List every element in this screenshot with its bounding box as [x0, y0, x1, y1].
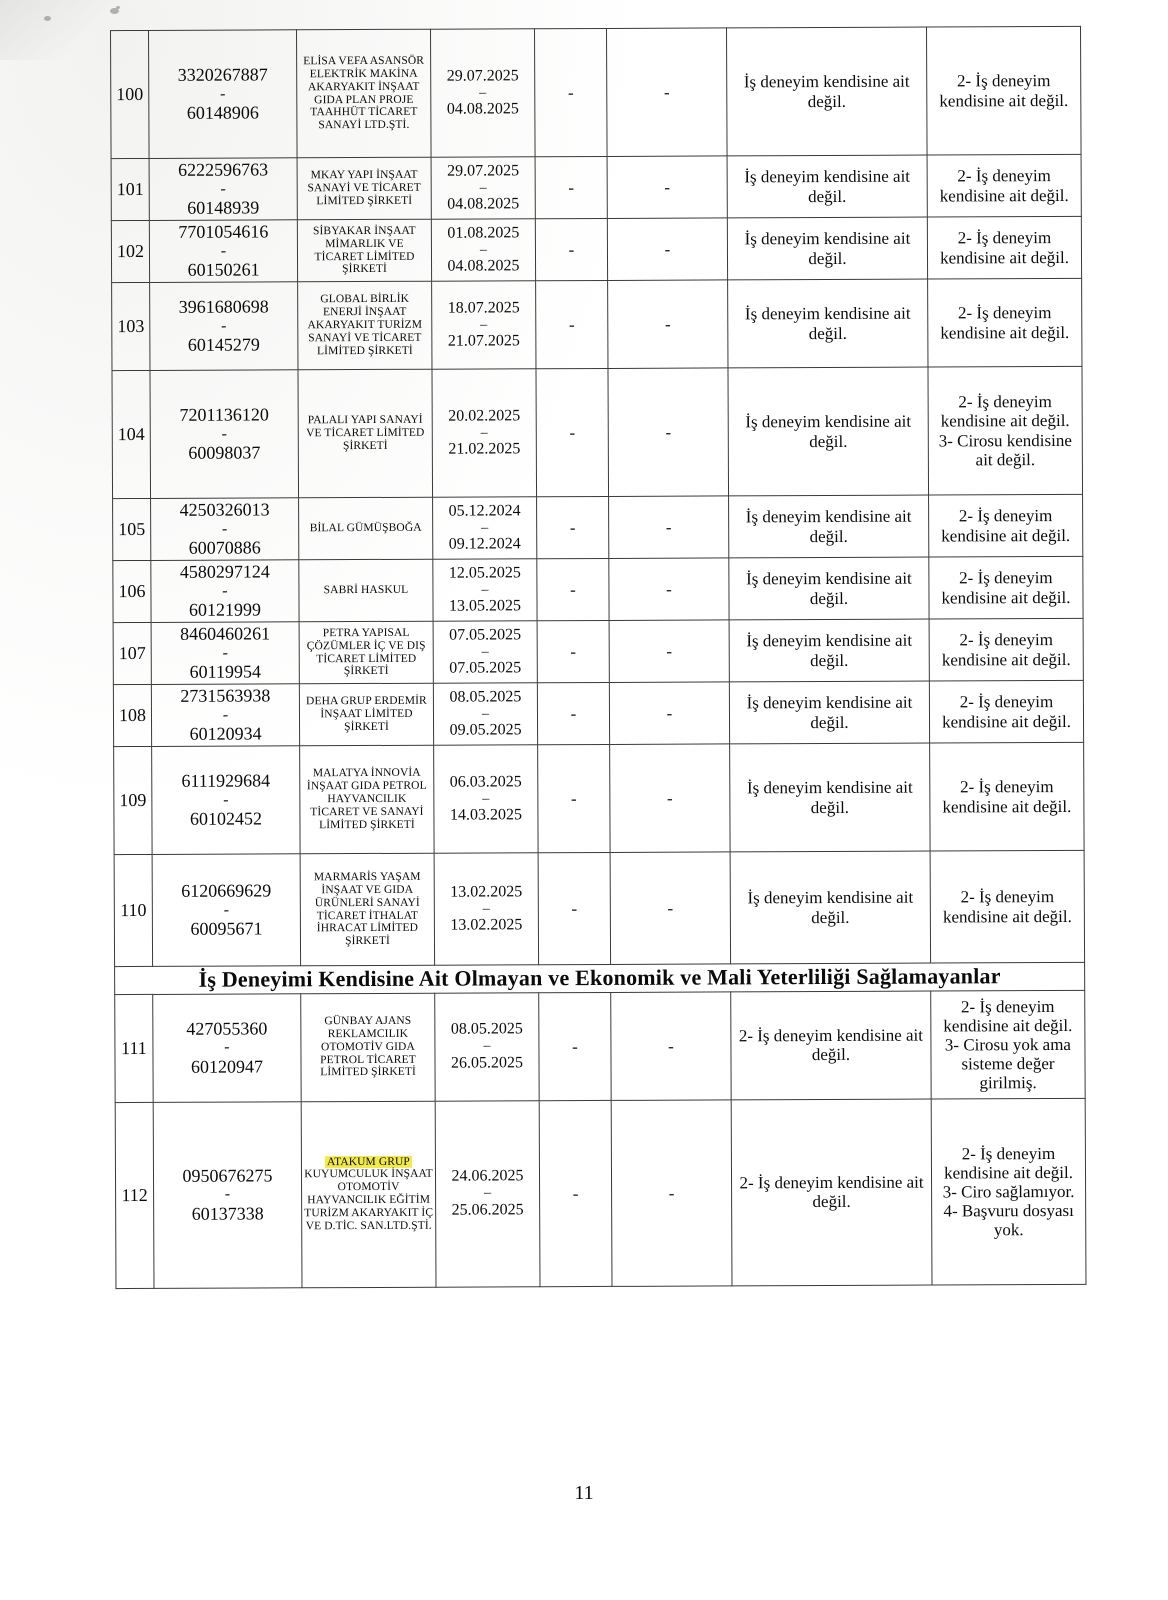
company-name — [300, 745, 434, 854]
date-start: 05.12.2024 — [448, 502, 521, 520]
column-six-value: - — [610, 744, 730, 853]
applicant-id — [149, 220, 297, 283]
date-separator: – — [479, 180, 487, 196]
date-end: 26.05.2025 — [450, 1054, 524, 1072]
column-six-value: - — [607, 156, 727, 219]
reason-line: 2- İş deneyim kendisine ait değil. — [940, 228, 1069, 267]
reason-line: 2- İş deneyim kendisine ait değil. — [940, 303, 1070, 342]
date-end: 04.08.2025 — [447, 195, 520, 213]
section-heading-row — [115, 962, 1085, 994]
company-name-text: MKAY YAPI İNŞAAT SANAYİ VE TİCARET LİMİTED ŞİRKETİ — [307, 168, 421, 208]
applicant-id — [153, 1101, 302, 1288]
company-name — [299, 683, 433, 746]
company-name — [297, 157, 431, 220]
reason-secondary — [928, 278, 1082, 367]
date-range — [433, 559, 537, 621]
row-number: 105 — [113, 498, 151, 560]
column-five-value: - — [538, 852, 610, 964]
table-body-top — [111, 26, 1085, 966]
column-five-value: - — [539, 992, 611, 1100]
date-start: 29.07.2025 — [447, 162, 520, 180]
table-row — [113, 680, 1083, 746]
reason-secondary — [931, 1098, 1086, 1285]
date-start: 08.05.2025 — [449, 688, 522, 706]
id-bottom: 60095671 — [190, 918, 263, 940]
id-bottom: 60070886 — [188, 537, 261, 559]
reason-secondary — [926, 26, 1081, 155]
date-separator: – — [481, 706, 490, 722]
column-six-value: - — [610, 852, 730, 965]
column-six-value: - — [609, 496, 729, 559]
row-number: 100 — [111, 30, 150, 158]
reason-line: 2- İş deneyim kendisine ait değil. — [941, 630, 1071, 669]
id-separator: - — [220, 180, 226, 198]
table-row — [112, 278, 1082, 370]
reason-line: 3- Ciro sağlamıyor. — [942, 1181, 1075, 1202]
company-name — [299, 497, 433, 560]
date-range — [431, 157, 535, 219]
scan-speck — [44, 16, 51, 21]
reason-secondary — [930, 850, 1084, 963]
company-name — [297, 219, 431, 282]
applicant-id — [150, 282, 298, 371]
date-separator: – — [483, 1038, 491, 1054]
table-row — [111, 26, 1082, 158]
company-name — [298, 369, 433, 498]
column-six-value: - — [609, 620, 729, 683]
reason-line: 4- Başvuru dosyası yok. — [943, 1200, 1074, 1239]
reason-line: 2- İş deneyim kendisine ait değil. — [942, 692, 1072, 731]
column-five-value: - — [537, 558, 609, 620]
id-separator: - — [224, 1185, 231, 1203]
id-bottom: 60119954 — [189, 661, 262, 683]
date-start: 08.05.2025 — [450, 1020, 523, 1039]
applicant-id — [151, 498, 299, 561]
date-start: 01.08.2025 — [447, 224, 520, 242]
date-start: 06.03.2025 — [449, 773, 522, 791]
column-six-value: - — [607, 218, 727, 281]
id-top: 2731563938 — [180, 685, 271, 707]
date-end: 14.03.2025 — [449, 806, 522, 824]
reason-line: 2- İş deneyim kendisine ait değil. — [939, 166, 1069, 205]
id-top: 4250326013 — [179, 499, 270, 521]
column-five-value: - — [539, 1100, 612, 1286]
id-bottom: 60145279 — [187, 334, 260, 356]
date-separator: – — [482, 791, 490, 807]
reason-secondary — [929, 556, 1083, 619]
id-separator: - — [223, 901, 230, 919]
date-separator: – — [480, 425, 488, 441]
id-bottom: 60148939 — [187, 197, 260, 219]
column-five-value: - — [537, 496, 609, 558]
reason-primary: İş deneyim kendisine ait değil. — [727, 217, 927, 280]
id-top: 6111929684 — [181, 770, 271, 792]
company-name-text: BİLAL GÜMÜŞBOĞA — [309, 521, 422, 535]
date-separator: – — [479, 85, 487, 101]
id-separator: - — [221, 520, 228, 538]
table-row — [111, 216, 1081, 282]
id-separator: - — [222, 582, 228, 600]
company-name-text: KUYUMCULUK İNŞAAT OTOMOTİV HAYVANCILIK EĞİTİM TURİZM AKARYAKIT İÇ VE D.TİC. SAN.LTD.ŞTİ. — [304, 1168, 434, 1233]
date-end: 07.05.2025 — [449, 659, 522, 677]
date-start: 18.07.2025 — [447, 299, 520, 317]
date-end: 21.02.2025 — [448, 440, 521, 458]
date-start: 20.02.2025 — [448, 407, 521, 425]
company-name — [298, 281, 432, 370]
reason-primary: İş deneyim kendisine ait değil. — [728, 367, 929, 496]
date-end: 13.05.2025 — [448, 597, 522, 615]
date-range — [433, 683, 537, 745]
column-five-value: - — [538, 744, 610, 852]
reason-secondary — [928, 366, 1083, 495]
applicants-table — [110, 26, 1086, 1289]
date-separator: – — [481, 582, 489, 598]
company-name-text: SİBYAKAR İNŞAAT MİMARLIK VE TİCARET LİMİTED ŞİRKETİ — [312, 224, 416, 276]
reason-secondary — [929, 618, 1083, 681]
column-five-value: - — [536, 280, 608, 368]
table-body-bottom — [115, 990, 1086, 1288]
reason-secondary — [927, 154, 1081, 217]
page-fold-shadow — [0, 0, 120, 60]
id-top: 8460460261 — [180, 623, 271, 645]
reason-primary: İş deneyim kendisine ait değil. — [727, 155, 927, 218]
column-six-value: - — [608, 368, 729, 497]
row-number: 108 — [113, 684, 151, 746]
date-start: 29.07.2025 — [446, 67, 519, 85]
date-range — [432, 369, 537, 497]
column-five-value: - — [537, 682, 609, 744]
date-range — [435, 992, 539, 1100]
column-six-value: - — [607, 28, 728, 157]
column-six-value: - — [609, 558, 729, 621]
company-name-text: PALALI YAPI SANAYİ VE TİCARET LİMİTED ŞİRKETİ — [306, 413, 425, 453]
row-number: 110 — [114, 854, 152, 966]
reason-line: 2- İş deneyim kendisine ait değil. — [941, 506, 1071, 545]
date-range — [431, 219, 535, 281]
date-separator: – — [479, 242, 487, 258]
id-bottom: 60098037 — [188, 442, 261, 464]
column-six-value: - — [609, 682, 729, 745]
reason-primary: İş deneyim kendisine ait değil. — [729, 681, 929, 744]
company-name-text: DEHA GRUP ERDEMİR İNŞAAT LİMİTED ŞİRKETİ — [306, 694, 427, 734]
applicant-id — [153, 993, 301, 1102]
reason-line: 2- İş deneyim kendisine ait değil. — [939, 71, 1069, 110]
reason-secondary — [930, 742, 1084, 851]
id-separator: - — [220, 85, 226, 103]
reason-line: 2- İş deneyim kendisine ait değil. — [944, 1143, 1073, 1183]
date-end: 04.08.2025 — [446, 100, 519, 118]
company-name-highlighted: ATAKUM GRUP — [326, 1155, 410, 1168]
column-six-value: - — [611, 1100, 732, 1287]
applicant-id — [151, 622, 299, 685]
reason-primary: İş deneyim kendisine ait değil. — [729, 495, 929, 558]
date-end: 09.05.2025 — [449, 721, 522, 739]
section-title: İş Deneyimi Kendisine Ait Olmayan ve Ekonomik ve Mali Yeterliliği Sağlamayanlar — [198, 963, 1001, 992]
id-separator: - — [220, 242, 227, 260]
id-bottom: 60148906 — [186, 102, 259, 124]
id-separator: - — [222, 706, 229, 724]
date-separator: – — [481, 520, 489, 536]
date-end: 13.02.2025 — [450, 916, 523, 934]
column-five-value: - — [535, 28, 608, 156]
reason-primary: 2- İş deneyim kendisine ait değil. — [731, 991, 931, 1100]
company-name — [299, 559, 433, 622]
row-number: 111 — [115, 994, 153, 1102]
reason-primary: İş deneyim kendisine ait değil. — [729, 619, 929, 682]
table-row — [113, 494, 1083, 560]
column-six-value: - — [611, 992, 731, 1101]
date-range — [433, 621, 537, 683]
table-section-heading-body — [115, 962, 1085, 994]
id-separator: - — [221, 317, 227, 335]
id-top: 427055360 — [186, 1018, 268, 1039]
date-range — [432, 281, 536, 369]
reason-primary: İş deneyim kendisine ait değil. — [728, 279, 928, 368]
column-six-value: - — [608, 280, 728, 369]
reason-line: 2- İş deneyim kendisine ait değil. — [941, 568, 1071, 607]
id-separator: - — [222, 644, 228, 662]
applicant-id — [149, 30, 298, 159]
column-five-value: - — [536, 368, 609, 496]
page-number: 11 — [574, 1482, 594, 1504]
row-number: 102 — [111, 220, 149, 282]
id-separator: - — [223, 791, 229, 809]
company-name-text: PETRA YAPISAL ÇÖZÜMLER İÇ VE DIŞ TİCARET LİMİTED ŞİRKETİ — [306, 626, 426, 678]
scan-speck — [116, 6, 120, 9]
date-separator: – — [484, 1185, 492, 1201]
reason-line: 2- İş deneyim kendisine ait değil. — [942, 887, 1072, 926]
company-name-text: MARMARİS YAŞAM İNŞAAT VE GIDA ÜRÜNLERİ SANAYİ TİCARET İTHALAT İHRACAT LİMİTED ŞİRKETİ — [313, 870, 421, 948]
id-bottom: 60120934 — [189, 723, 262, 745]
date-end: 25.06.2025 — [451, 1201, 524, 1219]
reason-secondary — [927, 216, 1081, 279]
id-separator: - — [221, 425, 227, 443]
id-bottom: 60121999 — [188, 599, 262, 621]
applicant-id — [151, 560, 299, 623]
id-top: 7201136120 — [179, 404, 269, 426]
company-name — [301, 993, 435, 1102]
date-start: 12.05.2025 — [448, 564, 521, 582]
id-bottom: 60150261 — [187, 259, 260, 281]
reason-line: 2- İş deneyim kendisine ait değil. — [940, 392, 1070, 431]
reason-secondary — [929, 494, 1083, 557]
date-separator: – — [481, 644, 489, 660]
date-range — [434, 745, 538, 853]
reason-secondary — [929, 680, 1083, 743]
column-five-value: - — [535, 218, 607, 280]
row-number: 109 — [114, 746, 152, 854]
row-number: 107 — [113, 622, 151, 684]
applicant-id — [151, 684, 299, 747]
company-name-text: GÜNBAY AJANS REKLAMCILIK OTOMOTİV GIDA PETROL TİCARET LİMİTED ŞİRKETİ — [320, 1014, 416, 1079]
id-top: 4580297124 — [179, 561, 270, 583]
reason-secondary — [931, 990, 1085, 1099]
date-end: 09.12.2024 — [448, 535, 521, 553]
id-top: 6120669629 — [181, 880, 272, 902]
id-bottom: 60120947 — [190, 1056, 264, 1077]
company-name-text: SABRİ HASKUL — [323, 583, 409, 597]
company-name — [301, 1101, 436, 1288]
reason-line: 3- Cirosu yok ama sisteme değer girilmiş. — [944, 1034, 1072, 1093]
date-range — [431, 29, 536, 157]
table-row — [113, 618, 1083, 684]
date-separator: – — [480, 317, 488, 333]
company-name — [300, 853, 434, 966]
column-five-value: - — [537, 620, 609, 682]
applicant-id — [150, 370, 299, 499]
date-start: 24.06.2025 — [451, 1167, 524, 1186]
company-name-text: GLOBAL BİRLİK ENERJİ İNŞAAT AKARYAKIT TURİZM SANAYİ VE TİCARET LİMİTED ŞİRKETİ — [307, 293, 423, 358]
applicant-id — [149, 158, 297, 221]
applicant-id — [152, 854, 300, 967]
table-row — [114, 742, 1084, 854]
company-name-text: ELİSA VEFA ASANSÖR ELEKTRİK MAKİNA AKARYAKIT İNŞAAT GIDA PLAN PROJE TAAHHÜT TİCARET SANAYİ LTD.ŞTİ. — [303, 54, 425, 132]
row-number: 103 — [112, 282, 150, 370]
row-number: 112 — [115, 1102, 154, 1288]
date-range — [435, 1100, 540, 1286]
table-row — [113, 556, 1083, 622]
company-name — [299, 621, 433, 684]
table-row — [112, 366, 1083, 498]
id-bottom: 60137338 — [191, 1203, 264, 1224]
column-five-value: - — [535, 156, 607, 218]
date-end: 21.07.2025 — [447, 332, 520, 350]
reason-line: 2- İş deneyim kendisine ait değil. — [943, 996, 1073, 1036]
reason-line: 3- Cirosu kendisine ait değil. — [938, 430, 1072, 469]
applicants-table-container — [110, 26, 1085, 1289]
date-separator: – — [482, 901, 490, 917]
row-number: 104 — [112, 370, 151, 498]
reason-primary: İş deneyim kendisine ait değil. — [730, 851, 930, 964]
table-row — [111, 154, 1081, 220]
applicant-id — [152, 746, 300, 855]
date-range — [434, 853, 538, 965]
section-heading-cell — [115, 962, 1085, 994]
id-top: 3961680698 — [178, 296, 269, 318]
id-separator: - — [224, 1038, 230, 1056]
id-top: 3320267887 — [177, 64, 268, 86]
reason-line: 2- İş deneyim kendisine ait değil. — [942, 777, 1072, 816]
date-range — [433, 497, 537, 559]
table-row — [114, 850, 1084, 966]
reason-primary: İş deneyim kendisine ait değil. — [730, 743, 930, 852]
id-top: 6222596763 — [178, 159, 269, 181]
reason-primary: İş deneyim kendisine ait değil. — [729, 557, 929, 620]
company-name — [297, 29, 432, 158]
id-top: 7701054616 — [178, 221, 269, 243]
company-name-text: MALATYA İNNOVİA İNŞAAT GIDA PETROL HAYVANCILIK TİCARET VE SANAYİ LİMİTED ŞİRKETİ — [306, 767, 427, 832]
id-bottom: 60102452 — [189, 808, 262, 830]
reason-primary: İş deneyim kendisine ait değil. — [727, 27, 928, 156]
reason-primary: 2- İş deneyim kendisine ait değil. — [731, 1099, 932, 1286]
date-start: 07.05.2025 — [449, 626, 522, 644]
row-number: 101 — [111, 158, 149, 220]
date-start: 13.02.2025 — [450, 883, 523, 901]
date-end: 04.08.2025 — [447, 257, 520, 275]
table-row — [115, 990, 1085, 1102]
row-number: 106 — [113, 560, 151, 622]
id-top: 0950676275 — [182, 1165, 273, 1186]
table-row — [115, 1098, 1086, 1288]
